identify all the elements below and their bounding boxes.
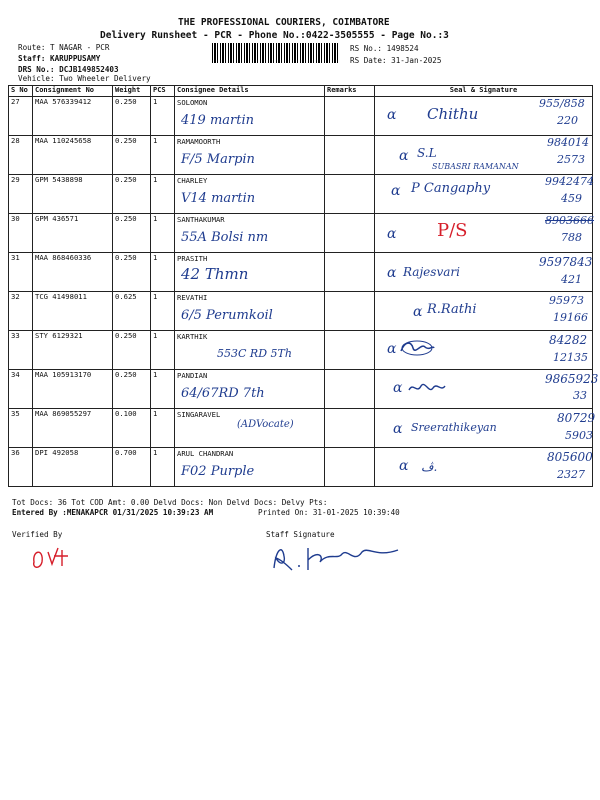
seal-cell — [375, 409, 596, 448]
pcs-cell: 1 — [151, 409, 175, 448]
weight-cell: 0.250 — [113, 370, 151, 409]
verifier-signature — [28, 542, 78, 572]
consignment-cell: MAA 868460336 — [33, 253, 113, 292]
recipient-signature: Chithu — [427, 105, 479, 123]
col-header-seal: Seal & Signature — [375, 86, 593, 97]
consignee-cell — [175, 136, 325, 175]
handwritten-address: 55A Bolsi nm — [181, 230, 269, 245]
consignee-cell — [175, 370, 325, 409]
sno-cell: 28 — [9, 136, 33, 175]
weight-cell: 0.625 — [113, 292, 151, 331]
seal-stamp-text: SUBASRI RAMANAN — [432, 162, 519, 171]
handwritten-address: F/5 Marpin — [181, 152, 255, 167]
col-header-consignment: Consignment No — [33, 86, 113, 97]
weight-cell: 0.250 — [113, 253, 151, 292]
pcs-cell: 1 — [151, 214, 175, 253]
handwritten-address: (ADVocate) — [237, 419, 294, 430]
consignee-name: KARTHIK — [177, 332, 208, 341]
weight-cell: 0.250 — [113, 136, 151, 175]
weight-cell: 0.100 — [113, 409, 151, 448]
table-row — [9, 214, 593, 253]
tick-mark: α — [387, 107, 397, 123]
tick-mark: α — [399, 458, 409, 474]
printed-on: Printed On: 31-01-2025 10:39:40 — [258, 508, 400, 517]
remarks-cell — [325, 331, 375, 370]
tick-mark: α — [387, 341, 397, 357]
weight-cell: 0.250 — [113, 214, 151, 253]
consignee-cell — [175, 331, 325, 370]
recipient-signature: S.L — [417, 146, 437, 160]
remarks-cell — [325, 409, 375, 448]
tick-mark: α — [393, 421, 403, 437]
pcs-cell: 1 — [151, 253, 175, 292]
seal-cell — [375, 331, 593, 370]
seal-cell — [375, 136, 593, 175]
consignee-name: SOLOMON — [177, 98, 208, 107]
consignee-name: CHARLEY — [177, 176, 208, 185]
phone-line-2: 220 — [557, 114, 578, 127]
consignment-cell: MAA 576339412 — [33, 97, 113, 136]
seal-cell — [375, 253, 593, 292]
verified-by-label: Verified By — [12, 530, 63, 539]
tick-mark: α — [413, 304, 423, 320]
consignee-name: SANTHAKUMAR — [177, 215, 225, 224]
consignee-cell — [175, 448, 325, 487]
sno-cell: 27 — [9, 97, 33, 136]
sno-cell: 36 — [9, 448, 33, 487]
table-row — [9, 448, 593, 487]
weight-cell: 0.250 — [113, 175, 151, 214]
consignee-name: PANDIAN — [177, 371, 208, 380]
col-header-weight: Weight — [113, 86, 151, 97]
seal-cell — [375, 370, 599, 409]
consignment-cell: DPI 492058 — [33, 448, 113, 487]
pcs-cell: 1 — [151, 331, 175, 370]
sno-cell: 34 — [9, 370, 33, 409]
rs-date: RS Date: 31-Jan-2025 — [350, 56, 442, 65]
staff-label: Staff: KARUPPUSAMY — [18, 54, 101, 63]
phone-line-2: 19166 — [553, 311, 588, 324]
handwritten-address: 64/67RD 7th — [181, 386, 265, 401]
tick-mark: α — [387, 265, 397, 281]
sno-cell: 29 — [9, 175, 33, 214]
consignment-cell: TCG 41498011 — [33, 292, 113, 331]
pcs-cell: 1 — [151, 175, 175, 214]
entered-by: Entered By :MENAKAPCR 01/31/2025 10:39:23 AM — [12, 508, 214, 517]
col-header-remarks: Remarks — [325, 86, 375, 97]
phone-line-2: 421 — [561, 273, 582, 286]
phone-line-1: 955/858 — [539, 97, 585, 110]
consignee-cell — [175, 97, 325, 136]
runsheet-table — [8, 85, 599, 487]
table-row — [9, 370, 593, 409]
sno-cell: 31 — [9, 253, 33, 292]
seal-cell — [375, 97, 593, 136]
phone-line-2: 2327 — [557, 468, 585, 481]
recipient-signature: P Cangaphy — [411, 181, 491, 196]
tick-mark: α — [399, 148, 409, 164]
remarks-cell — [325, 253, 375, 292]
pcs-cell: 1 — [151, 370, 175, 409]
handwritten-address: 553C RD 5Th — [217, 347, 292, 360]
handwritten-address: 42 Thmn — [181, 265, 249, 283]
remarks-cell — [325, 448, 375, 487]
consignment-cell: GPM 436571 — [33, 214, 113, 253]
phone-line-1: 9942474 — [545, 175, 594, 188]
weight-cell: 0.250 — [113, 331, 151, 370]
table-row — [9, 292, 593, 331]
signature-scribble-icon — [399, 339, 435, 357]
signature-scribble-icon — [407, 380, 447, 396]
table-row — [9, 253, 593, 292]
handwritten-address: F02 Purple — [181, 464, 255, 479]
staff-signature — [268, 540, 408, 576]
recipient-signature: P/S — [437, 220, 468, 241]
table-row — [9, 136, 593, 175]
consignee-name: RAMAMOORTH — [177, 137, 221, 146]
tick-mark: α — [391, 183, 401, 199]
recipient-signature: Rajesvari — [403, 265, 460, 279]
consignee-cell — [175, 409, 325, 448]
phone-line-1: 84282 — [549, 333, 588, 347]
remarks-cell — [325, 292, 375, 331]
phone-line-1: 80729 — [557, 411, 596, 425]
consignee-cell — [175, 253, 325, 292]
barcode — [212, 43, 340, 63]
remarks-cell — [325, 175, 375, 214]
phone-line-1: 8903666 — [545, 214, 594, 227]
pcs-cell: 1 — [151, 136, 175, 175]
remarks-cell — [325, 136, 375, 175]
pcs-cell: 1 — [151, 448, 175, 487]
phone-line-1: 95973 — [549, 294, 584, 307]
weight-cell: 0.250 — [113, 97, 151, 136]
totals-line: Tot Docs: 36 Tot COD Amt: 0.00 Delvd Docs: Non Delvd Docs: Delvy Pts: — [12, 498, 328, 507]
route-label: Route: T NAGAR - PCR — [18, 43, 110, 52]
phone-line-2: 12135 — [553, 351, 588, 364]
handwritten-address: 419 martin — [181, 113, 254, 128]
tick-mark: α — [393, 380, 403, 396]
company-title: THE PROFESSIONAL COURIERS, COIMBATORE — [178, 17, 390, 28]
sno-cell: 32 — [9, 292, 33, 331]
table-row — [9, 331, 593, 370]
staff-signature-label: Staff Signature — [266, 530, 335, 539]
consignee-cell — [175, 175, 325, 214]
phone-line-1: 9597843 — [539, 255, 593, 269]
recipient-signature: R.Rathi — [427, 302, 477, 317]
phone-line-2: 33 — [573, 389, 587, 402]
sno-cell: 30 — [9, 214, 33, 253]
phone-line-2: 788 — [561, 231, 582, 244]
table-row — [9, 97, 593, 136]
phone-line-2: 459 — [561, 192, 582, 205]
remarks-cell — [325, 214, 375, 253]
phone-line-1: 805600 — [547, 450, 593, 464]
consignee-cell — [175, 214, 325, 253]
runsheet-subtitle: Delivery Runsheet - PCR - Phone No.:0422-3505555 - Page No.:3 — [100, 30, 449, 41]
consignment-cell: GPM 5438898 — [33, 175, 113, 214]
pcs-cell: 1 — [151, 97, 175, 136]
phone-line-1: 9865923 — [545, 372, 599, 386]
col-header-sno: S No — [9, 86, 33, 97]
consignee-name: ARUL CHANDRAN — [177, 449, 234, 458]
seal-cell — [375, 175, 593, 214]
consignee-name: SINGARAVEL — [177, 410, 221, 419]
consignee-name: PRASITH — [177, 254, 208, 263]
seal-cell — [375, 448, 593, 487]
pcs-cell: 1 — [151, 292, 175, 331]
consignee-cell — [175, 292, 325, 331]
consignment-cell: MAA 105913170 — [33, 370, 113, 409]
drs-label: DRS No.: DCJB149852403 — [18, 65, 119, 74]
col-header-pcs: PCS — [151, 86, 175, 97]
phone-line-2: 2573 — [557, 153, 585, 166]
remarks-cell — [325, 370, 375, 409]
phone-line-2: 5903 — [565, 429, 593, 442]
consignment-cell: MAA 110245658 — [33, 136, 113, 175]
rs-number: RS No.: 1498524 — [350, 44, 419, 53]
col-header-consignee: Consignee Details — [175, 86, 325, 97]
weight-cell: 0.700 — [113, 448, 151, 487]
handwritten-address: 6/5 Perumkoil — [181, 308, 273, 323]
remarks-cell — [325, 97, 375, 136]
handwritten-address: V14 martin — [181, 191, 256, 206]
consignment-cell: STY 6129321 — [33, 331, 113, 370]
phone-line-1: 984014 — [547, 136, 589, 149]
sno-cell: 35 — [9, 409, 33, 448]
signature-scribble-icon: ڤ. — [421, 460, 438, 474]
table-row — [9, 175, 593, 214]
seal-cell — [375, 292, 593, 331]
tick-mark: α — [387, 226, 397, 242]
table-row — [9, 409, 593, 448]
vehicle-label: Vehicle: Two Wheeler Delivery — [18, 74, 151, 83]
consignee-name: REVATHI — [177, 293, 208, 302]
consignment-cell: MAA 869055297 — [33, 409, 113, 448]
recipient-signature: Sreerathikeyan — [411, 421, 497, 434]
table-header-row — [9, 86, 593, 97]
seal-cell — [375, 214, 593, 253]
sno-cell: 33 — [9, 331, 33, 370]
